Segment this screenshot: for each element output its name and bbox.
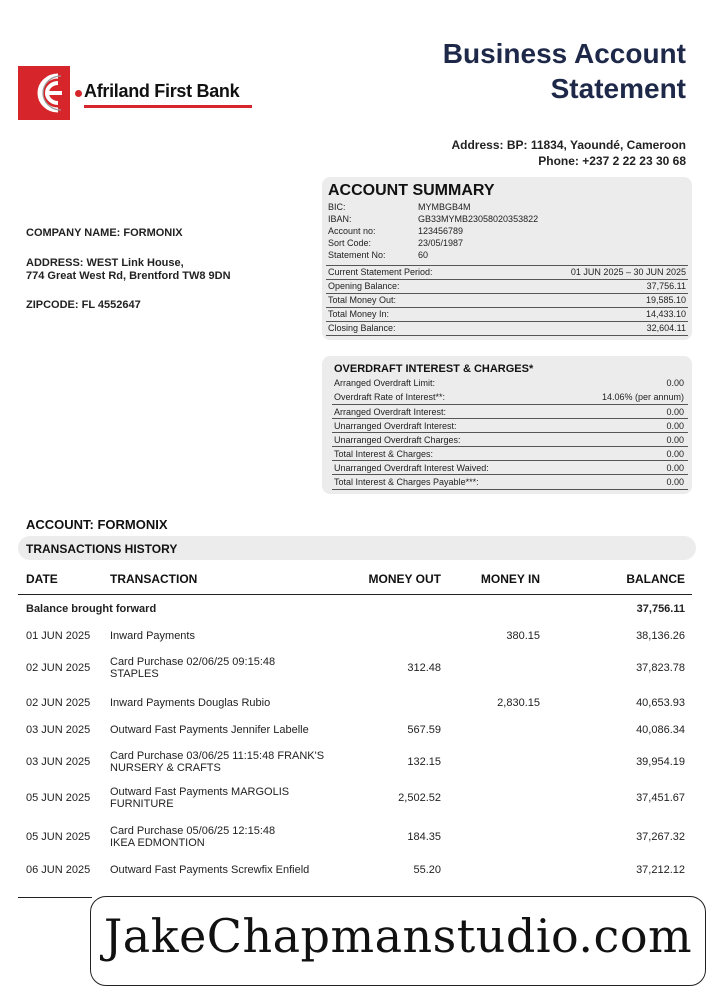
row-balance: 37,823.78 — [636, 662, 685, 674]
summary-detail — [328, 250, 428, 261]
txn-line-1: Card Purchase 02/06/25 09:15:48 — [110, 656, 276, 668]
table-header-divider — [18, 594, 692, 595]
row-date: 06 JUN 2025 — [26, 864, 91, 876]
row-transaction — [110, 786, 350, 810]
account-summary-box — [322, 177, 692, 340]
row-label: Opening Balance: — [328, 281, 400, 291]
summary-row — [326, 293, 688, 307]
row-label: Unarranged Overdraft Interest Waived: — [334, 463, 489, 473]
detail-value: MYMBGB4M — [418, 202, 471, 212]
row-value: 0.00 — [666, 435, 684, 445]
row-label: Unarranged Overdraft Interest: — [334, 421, 457, 431]
overdraft-row — [332, 432, 688, 447]
row-value: 0.00 — [666, 421, 684, 431]
company-address — [26, 257, 231, 283]
row-label: Total Money In: — [328, 309, 390, 319]
row-money-out: 132.15 — [407, 756, 441, 768]
row-value: 14,433.10 — [645, 309, 686, 319]
overdraft-row — [332, 446, 688, 461]
company-name: COMPANY NAME: FORMONIX — [26, 227, 183, 239]
col-header-money-out: MONEY OUT — [368, 572, 441, 586]
row-transaction — [110, 630, 350, 642]
row-label: Current Statement Period: — [328, 267, 433, 277]
detail-label: BIC: — [328, 202, 346, 212]
detail-label: Sort Code: — [328, 238, 372, 248]
row-date: 03 JUN 2025 — [26, 724, 91, 736]
row-label: Overdraft Rate of Interest**: — [334, 392, 446, 402]
row-value: 0.00 — [666, 407, 684, 417]
detail-label: Statement No: — [328, 250, 386, 260]
overdraft-row — [332, 418, 688, 433]
row-value: 37,756.11 — [646, 281, 686, 291]
summary-row — [326, 265, 688, 279]
txn-line-2: FURNITURE — [110, 798, 174, 810]
overdraft-row — [332, 474, 688, 490]
detail-value: GB33MYMB23058020353822 — [418, 214, 539, 224]
row-value: 01 JUN 2025 – 30 JUN 2025 — [570, 267, 686, 277]
row-money-out: 2,502.52 — [398, 792, 441, 804]
bank-address: Address: BP: 11834, Yaoundé, Cameroon — [451, 138, 686, 152]
overdraft-row — [332, 376, 688, 390]
transactions-history-bar — [18, 536, 696, 560]
watermark-text: JakeChapmanstudio.com — [103, 909, 693, 963]
summary-row — [326, 279, 688, 293]
logo-underline — [84, 105, 252, 108]
summary-row — [326, 321, 688, 336]
row-label: Total Money Out: — [328, 295, 397, 305]
row-money-out: 567.59 — [407, 724, 441, 736]
statement-title — [443, 36, 686, 106]
overdraft-row — [332, 390, 688, 404]
txn-line-1: Inward Payments Douglas Rubio — [110, 697, 271, 709]
row-date: 05 JUN 2025 — [26, 831, 91, 843]
brought-forward-balance: 37,756.11 — [636, 603, 685, 615]
row-balance: 37,267.32 — [636, 831, 685, 843]
row-label: Total Interest & Charges: — [334, 449, 434, 459]
detail-value: 23/05/1987 — [418, 238, 464, 248]
brought-forward-label: Balance brought forward — [26, 603, 157, 615]
row-value: 0.00 — [666, 378, 684, 388]
txn-line-1: Outward Fast Payments MARGOLIS — [110, 786, 290, 798]
col-header-money-in: MONEY IN — [480, 572, 540, 586]
row-date: 02 JUN 2025 — [26, 697, 91, 709]
row-balance: 38,136.26 — [636, 630, 685, 642]
row-value: 0.00 — [666, 463, 684, 473]
txn-line-1: Card Purchase 05/06/25 12:15:48 — [110, 825, 276, 837]
row-money-out: 312.48 — [407, 662, 441, 674]
row-value: 14.06% (per annum) — [601, 392, 684, 402]
row-money-in: 2,830.15 — [497, 697, 540, 709]
txn-line-1: Inward Payments — [110, 630, 195, 642]
title-line-1: Business Account — [442, 38, 686, 69]
summary-detail — [328, 238, 463, 249]
row-label: Arranged Overdraft Interest: — [334, 407, 447, 417]
row-date: 05 JUN 2025 — [26, 792, 91, 804]
watermark-box — [90, 896, 706, 986]
row-transaction — [110, 724, 370, 736]
row-date: 01 JUN 2025 — [26, 630, 91, 642]
row-money-in: 380.15 — [506, 630, 540, 642]
overdraft-title: OVERDRAFT INTEREST & CHARGES* — [334, 363, 534, 375]
row-transaction — [110, 697, 350, 709]
row-money-out: 184.35 — [407, 831, 441, 843]
summary-detail — [328, 214, 538, 225]
bank-logo — [18, 66, 258, 122]
row-balance: 37,451.67 — [636, 792, 685, 804]
transactions-history-label: TRANSACTIONS HISTORY — [26, 542, 178, 556]
row-value: 32,604.11 — [646, 323, 686, 333]
row-transaction — [110, 825, 350, 849]
row-money-out: 55.20 — [413, 864, 441, 876]
company-address-line-1: ADDRESS: WEST Link House, — [26, 257, 184, 269]
row-label: Unarranged Overdraft Charges: — [334, 435, 461, 445]
row-date: 02 JUN 2025 — [26, 662, 91, 674]
row-balance: 37,212.12 — [636, 864, 685, 876]
col-header-balance: BALANCE — [626, 572, 685, 586]
detail-value: 123456789 — [418, 226, 464, 236]
detail-label: Account no: — [328, 226, 376, 236]
row-value: 19,585.10 — [645, 295, 686, 305]
company-address-line-2: 774 Great West Rd, Brentford TW8 9DN — [26, 270, 231, 282]
row-transaction — [110, 656, 350, 680]
title-line-2: Statement — [550, 73, 686, 104]
row-label: Arranged Overdraft Limit: — [334, 378, 436, 388]
account-summary-title: ACCOUNT SUMMARY — [328, 182, 495, 199]
detail-label: IBAN: — [328, 214, 352, 224]
row-balance: 40,653.93 — [636, 697, 685, 709]
footer-rule — [18, 897, 92, 898]
overdraft-row — [332, 404, 688, 419]
txn-line-2: IKEA EDMONTION — [110, 837, 205, 849]
summary-detail — [328, 202, 471, 213]
col-header-date: DATE — [26, 572, 58, 586]
overdraft-row — [332, 460, 688, 475]
txn-line-2: NURSERY & CRAFTS — [110, 762, 221, 774]
bank-logo-icon — [18, 66, 70, 120]
row-value: 0.00 — [666, 449, 684, 459]
company-zipcode: ZIPCODE: FL 4552647 — [26, 299, 141, 311]
detail-value: 60 — [418, 250, 429, 260]
overdraft-box — [322, 356, 692, 494]
txn-line-1: Outward Fast Payments Jennifer Labelle — [110, 724, 309, 736]
col-header-transaction: TRANSACTION — [110, 572, 198, 586]
row-balance: 40,086.34 — [636, 724, 685, 736]
bank-contact — [451, 137, 686, 169]
bank-name: Afriland First Bank — [84, 81, 240, 101]
row-balance: 39,954.19 — [636, 756, 685, 768]
txn-line-2: STAPLES — [110, 668, 159, 680]
row-date: 03 JUN 2025 — [26, 756, 91, 768]
txn-line-1: Card Purchase 03/06/25 11:15:48 FRANK'S — [110, 750, 325, 762]
row-transaction — [110, 750, 370, 774]
row-value: 0.00 — [666, 477, 684, 487]
txn-line-1: Outward Fast Payments Screwfix Enfield — [110, 864, 310, 876]
summary-row — [326, 307, 688, 321]
row-label: Closing Balance: — [328, 323, 396, 333]
account-label: ACCOUNT: FORMONIX — [26, 517, 168, 532]
summary-detail — [328, 226, 463, 237]
row-label: Total Interest & Charges Payable***: — [334, 477, 479, 487]
logo-dot — [75, 90, 82, 97]
bank-phone: Phone: +237 2 22 23 30 68 — [538, 154, 686, 168]
row-transaction — [110, 864, 370, 876]
